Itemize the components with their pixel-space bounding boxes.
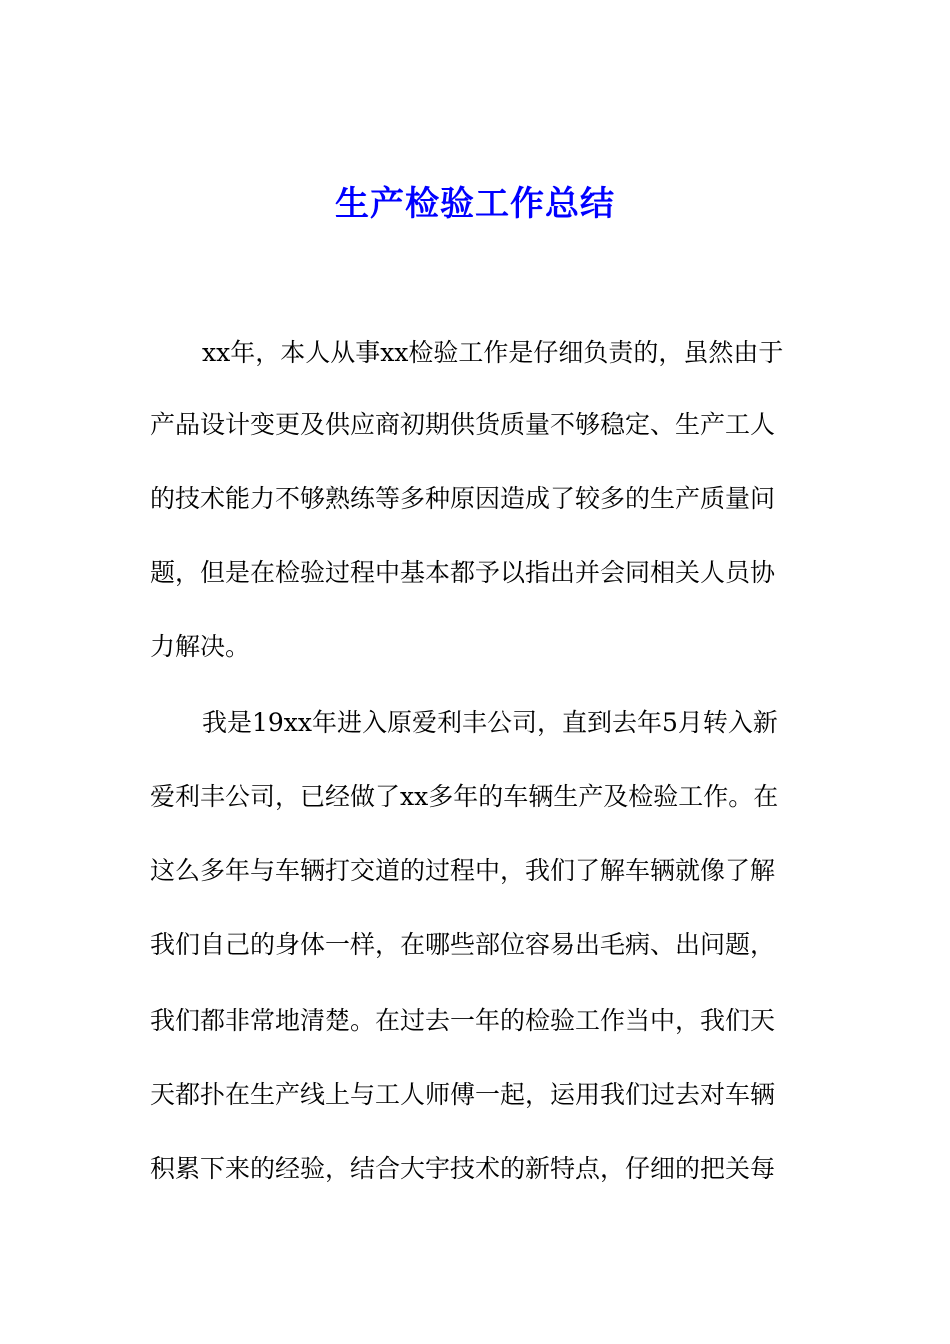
document-title: 生产检验工作总结 — [335, 184, 615, 224]
paragraph-line: 积累下来的经验，结合大宇技术的新特点，仔细的把关每 — [150, 1154, 776, 1183]
paragraph-line: 爱利丰公司，已经做了xx多年的车辆生产及检验工作。在 — [150, 782, 779, 811]
paragraph-line: 我们都非常地清楚。在过去一年的检验工作当中，我们天 — [150, 1006, 776, 1035]
paragraph-line: 我们自己的身体一样，在哪些部位容易出毛病、出问题， — [150, 930, 776, 959]
paragraph-line: 的技术能力不够熟练等多种原因造成了较多的生产质量问 — [150, 484, 776, 513]
paragraph-line: xx年，本人从事xx检验工作是仔细负责的，虽然由于 — [202, 338, 784, 367]
paragraph-line: 产品设计变更及供应商初期供货质量不够稳定、生产工人 — [150, 410, 776, 439]
paragraph-line: 这么多年与车辆打交道的过程中，我们了解车辆就像了解 — [150, 856, 776, 885]
paragraph-line: 题，但是在检验过程中基本都予以指出并会同相关人员协 — [150, 558, 776, 587]
paragraph-line: 我是19xx年进入原爱利丰公司，直到去年5月转入新 — [202, 708, 778, 737]
paragraph-line: 天都扑在生产线上与工人师傅一起，运用我们过去对车辆 — [150, 1080, 776, 1109]
paragraph-line: 力解决。 — [150, 632, 251, 661]
